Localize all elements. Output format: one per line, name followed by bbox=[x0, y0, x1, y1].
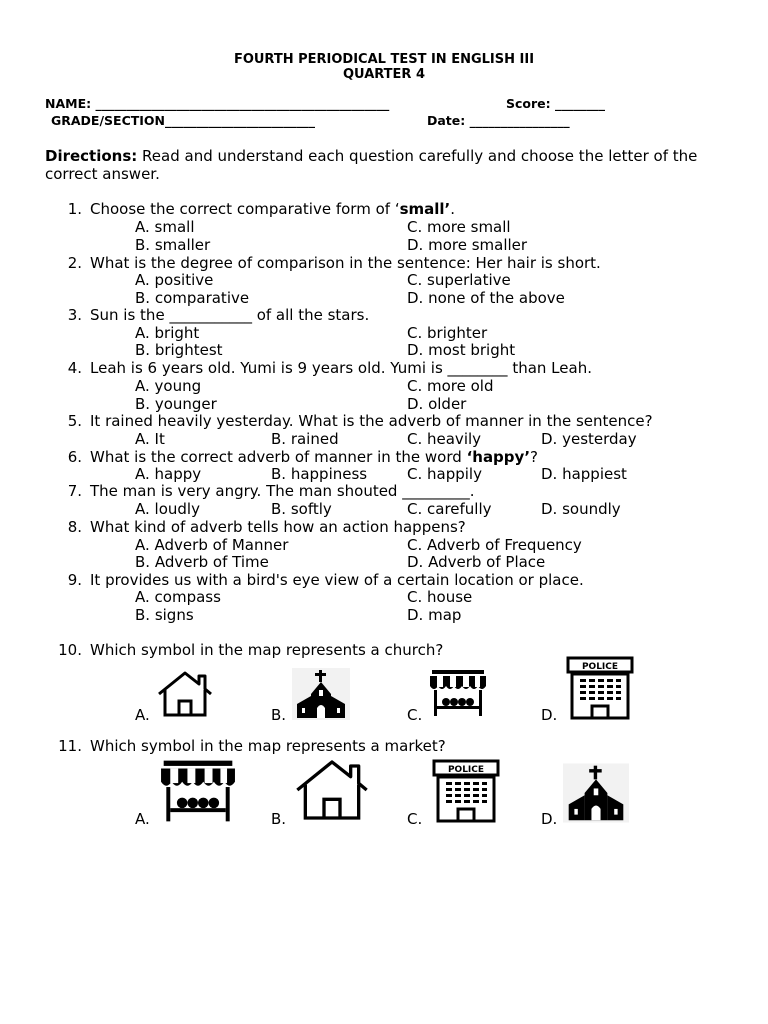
question-9 bbox=[58, 571, 584, 589]
choice-b: B. brightest bbox=[135, 341, 223, 359]
choice-c: C. carefully bbox=[407, 500, 492, 518]
market-stall-icon bbox=[158, 758, 238, 824]
question-number: 2. bbox=[67, 254, 82, 272]
choice-c: C. house bbox=[407, 588, 473, 606]
choice-a: A. positive bbox=[135, 271, 214, 289]
question-1 bbox=[58, 200, 455, 218]
question-text: Sun is the ___________ of all the stars. bbox=[90, 306, 370, 324]
choice-c: C. heavily bbox=[407, 430, 482, 448]
choice-d: D. map bbox=[407, 606, 462, 624]
choice-c: C. bbox=[407, 810, 423, 828]
directions bbox=[45, 147, 697, 165]
question-10 bbox=[58, 641, 443, 659]
choice-d: D. Adverb of Place bbox=[407, 553, 546, 571]
question-text: What kind of adverb tells how an action happens? bbox=[90, 518, 466, 536]
question-number: 6. bbox=[67, 448, 82, 466]
question-text: What is the correct adverb of manner in the word bbox=[90, 448, 467, 466]
choice-a: A. bbox=[135, 810, 150, 828]
choice-b: B. softly bbox=[271, 500, 332, 518]
name-field: NAME: _______________________________________________ bbox=[45, 96, 390, 111]
question-2 bbox=[58, 254, 601, 272]
police-sign-text: POLICE bbox=[447, 765, 485, 775]
test-subtitle: QUARTER 4 bbox=[342, 67, 426, 82]
choice-b: B. Adverb of Time bbox=[135, 553, 269, 571]
question-number: 1. bbox=[67, 200, 82, 218]
choice-a: A. happy bbox=[135, 465, 202, 483]
question-text-end: ? bbox=[530, 448, 538, 466]
house-icon bbox=[292, 758, 372, 822]
choice-d: D. more smaller bbox=[407, 236, 528, 254]
question-8 bbox=[58, 518, 466, 536]
choice-a: A. Adverb of Manner bbox=[135, 536, 289, 554]
question-4 bbox=[58, 359, 592, 377]
question-number: 7. bbox=[67, 482, 82, 500]
choice-c: C. superlative bbox=[407, 271, 511, 289]
choice-a: A. compass bbox=[135, 588, 221, 606]
question-text: Leah is 6 years old. Yumi is 9 years old. Yumi is ________ than Leah. bbox=[90, 359, 592, 377]
choice-a: A. loudly bbox=[135, 500, 200, 518]
question-text: The man is very angry. The man shouted _________. bbox=[90, 482, 475, 500]
date-field: Date: ________________ bbox=[427, 113, 570, 128]
choice-b: B. bbox=[271, 706, 287, 724]
question-text: Which symbol in the map represents a market? bbox=[90, 737, 446, 755]
choice-b: B. smaller bbox=[135, 236, 211, 254]
question-11 bbox=[58, 737, 446, 755]
question-number: 5. bbox=[67, 412, 82, 430]
choice-d: D. most bright bbox=[407, 341, 516, 359]
choice-a: A. small bbox=[135, 218, 195, 236]
question-6 bbox=[58, 448, 538, 466]
grade-section-field: GRADE/SECTION________________________ bbox=[51, 113, 316, 128]
question-number: 4. bbox=[67, 359, 82, 377]
choice-c: C. more small bbox=[407, 218, 511, 236]
choice-d: D. happiest bbox=[541, 465, 627, 483]
choice-a: A. young bbox=[135, 377, 202, 395]
choice-d: D. bbox=[541, 706, 558, 724]
question-keyword: small’ bbox=[399, 200, 451, 218]
score-field: Score: ________ bbox=[506, 96, 605, 111]
choice-b: B. bbox=[271, 810, 287, 828]
choice-b: B. comparative bbox=[135, 289, 250, 307]
market-stall-icon bbox=[428, 668, 488, 718]
choice-c: C. bbox=[407, 706, 423, 724]
question-text: Choose the correct comparative form of ‘ bbox=[90, 200, 400, 218]
choice-c: C. more old bbox=[407, 377, 494, 395]
choice-b: B. happiness bbox=[271, 465, 368, 483]
question-number: 3. bbox=[67, 306, 82, 324]
question-number: 8. bbox=[67, 518, 82, 536]
choice-d: D. none of the above bbox=[407, 289, 565, 307]
choice-a: A. It bbox=[135, 430, 165, 448]
choice-a: A. bright bbox=[135, 324, 200, 342]
question-number: 11. bbox=[58, 737, 82, 755]
test-title: FOURTH PERIODICAL TEST IN ENGLISH III bbox=[233, 52, 535, 67]
question-number: 10. bbox=[58, 641, 82, 659]
choice-a: A. bbox=[135, 706, 150, 724]
question-3 bbox=[58, 306, 369, 324]
choice-b: B. rained bbox=[271, 430, 339, 448]
house-icon bbox=[155, 670, 215, 718]
choice-c: C. Adverb of Frequency bbox=[407, 536, 582, 554]
question-keyword: ‘happy’ bbox=[466, 448, 531, 466]
church-icon bbox=[292, 668, 350, 720]
choice-c: C. brighter bbox=[407, 324, 488, 342]
choice-b: B. younger bbox=[135, 395, 217, 413]
question-number: 9. bbox=[67, 571, 82, 589]
police-station-icon bbox=[430, 758, 502, 824]
directions-label: Directions: bbox=[45, 147, 138, 165]
choice-c: C. happily bbox=[407, 465, 482, 483]
choice-d: D. soundly bbox=[541, 500, 621, 518]
question-7 bbox=[58, 482, 475, 500]
choice-d: D. bbox=[541, 810, 558, 828]
choice-d: D. yesterday bbox=[541, 430, 637, 448]
question-text: Which symbol in the map represents a church? bbox=[90, 641, 444, 659]
choice-b: B. signs bbox=[135, 606, 194, 624]
question-text: It rained heavily yesterday. What is the adverb of manner in the sentence? bbox=[90, 412, 653, 430]
question-text: What is the degree of comparison in the sentence: Her hair is short. bbox=[90, 254, 601, 272]
directions-text: Read and understand each question carefully and choose the letter of the bbox=[137, 147, 698, 165]
choice-d: D. older bbox=[407, 395, 467, 413]
question-text-end: . bbox=[450, 200, 456, 218]
church-icon bbox=[563, 762, 629, 824]
police-station-icon bbox=[564, 656, 636, 720]
police-sign-text: POLICE bbox=[581, 662, 619, 672]
question-5 bbox=[58, 412, 653, 430]
question-text: It provides us with a bird's eye view of a certain location or place. bbox=[90, 571, 584, 589]
directions-text-cont: correct answer. bbox=[45, 165, 160, 183]
